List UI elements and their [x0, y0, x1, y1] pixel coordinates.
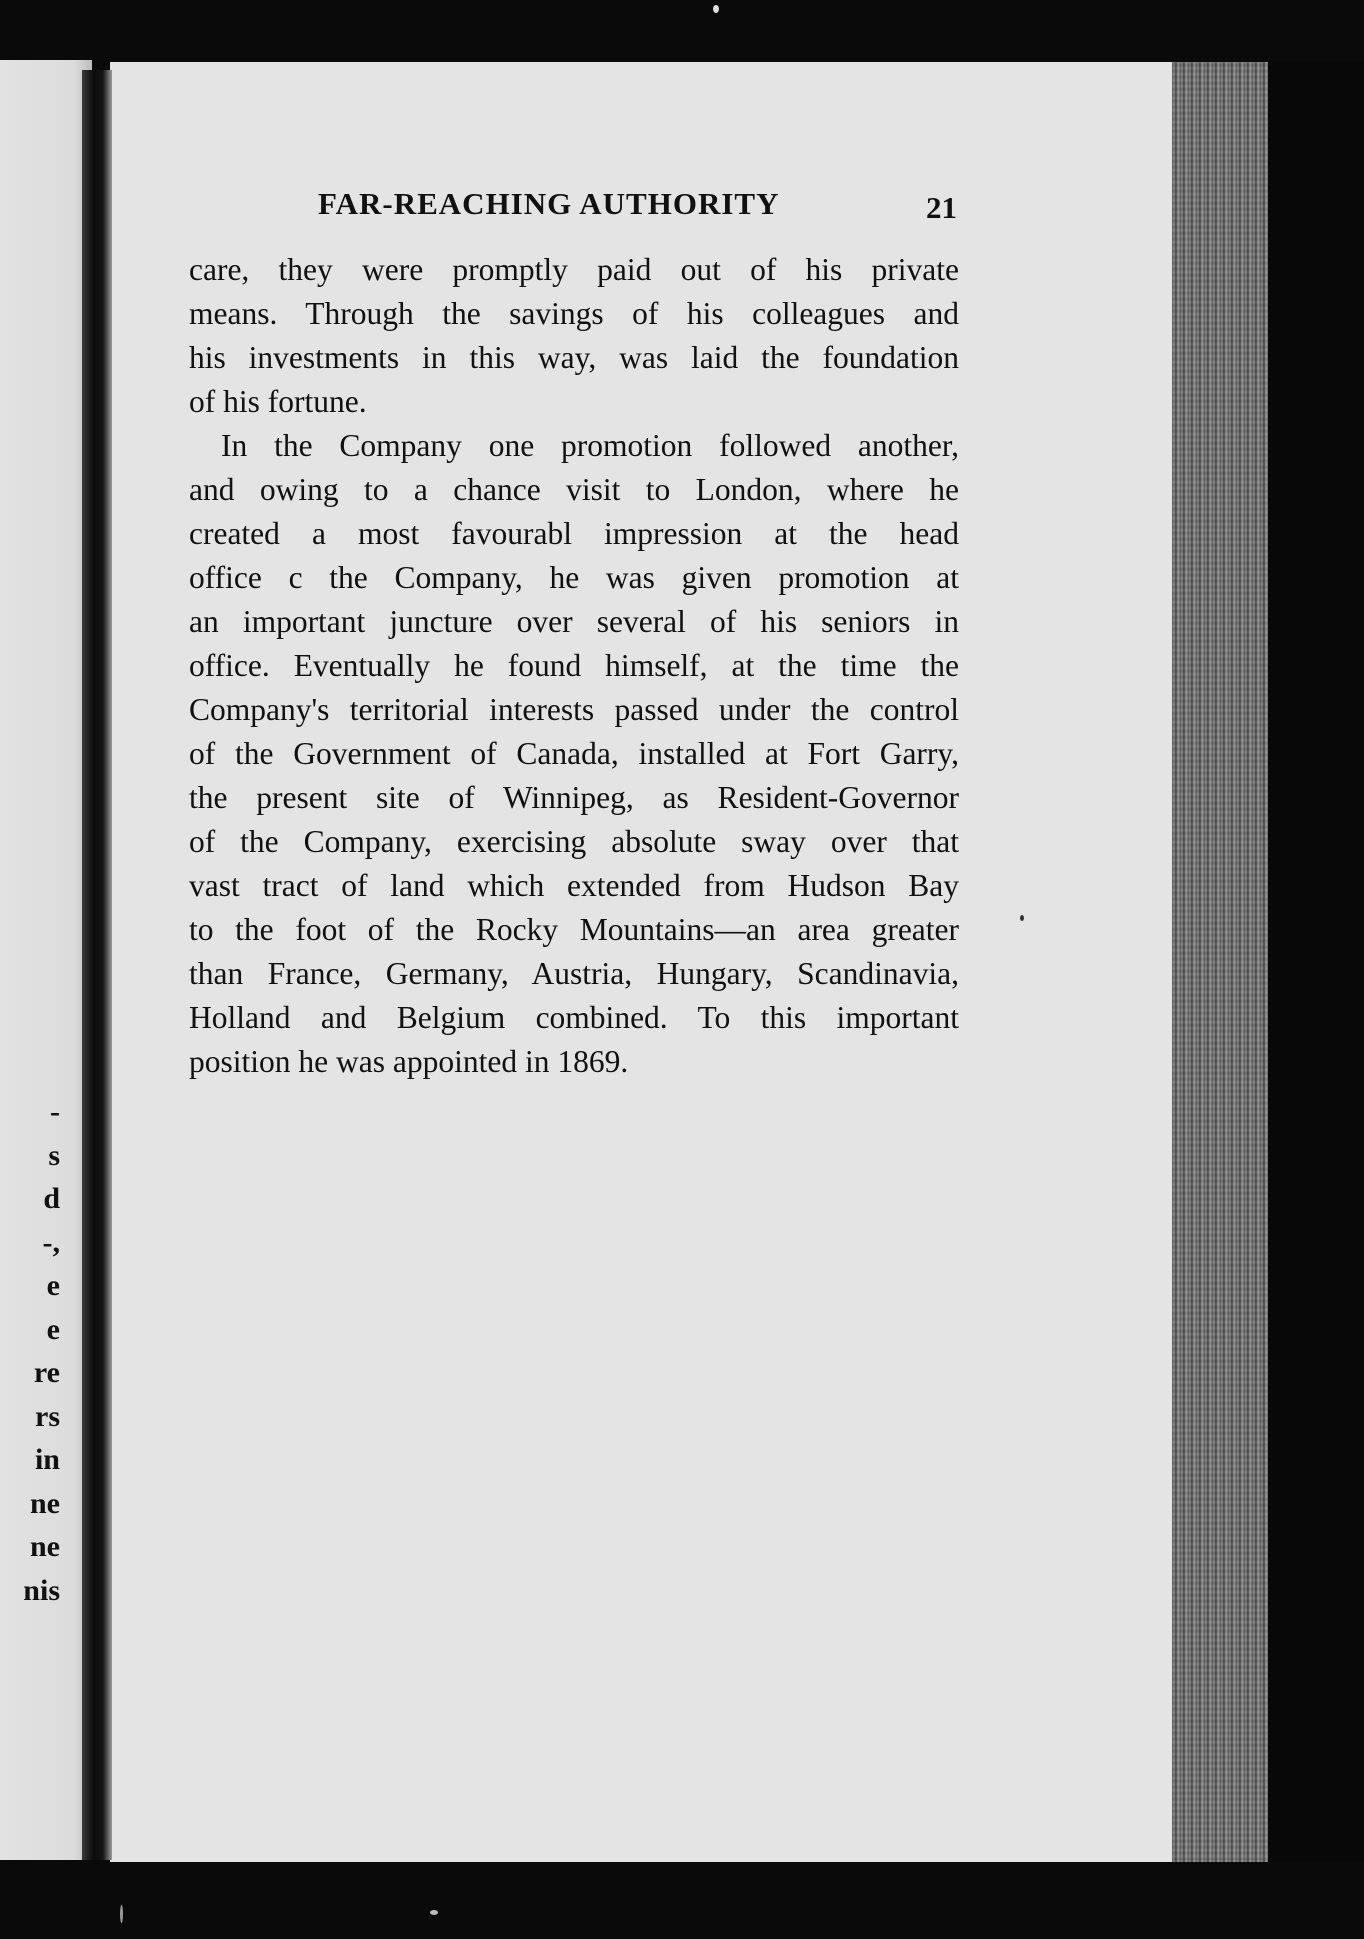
- text-line: In the Company one promotion followed another,: [221, 428, 959, 463]
- dust-speck: [1020, 915, 1024, 921]
- fragment-line: e: [46, 1269, 60, 1302]
- text-line: to the foot of the Rocky Mountains—an area greater: [189, 912, 959, 947]
- text-line: and owing to a chance visit to London, where he: [189, 472, 959, 507]
- fragment-line: rs: [35, 1399, 60, 1433]
- text-line: than France, Germany, Austria, Hungary, Scandinavia,: [189, 956, 959, 991]
- dust-speck: [120, 1905, 123, 1923]
- fragment-line: ne: [30, 1530, 60, 1563]
- text-line: care, they were promptly paid out of his private: [189, 252, 959, 287]
- paragraph: [189, 424, 959, 1084]
- fragment-line: ne: [30, 1486, 60, 1520]
- body-text: [189, 248, 959, 1084]
- fragment-line: re: [33, 1356, 60, 1389]
- paragraph: [189, 248, 959, 424]
- fragment-line: in: [34, 1443, 60, 1476]
- text-line: position he was appointed in 1869.: [189, 1044, 629, 1079]
- book-gutter-shadow: [82, 70, 112, 1860]
- text-line: of the Government of Canada, installed at Fort Garry,: [189, 736, 959, 771]
- text-line: an important juncture over several of his seniors in: [189, 604, 959, 639]
- fragment-line: -: [50, 1095, 60, 1128]
- text-line: of the Company, exercising absolute sway over that: [189, 824, 959, 859]
- fragment-line: nis: [23, 1573, 60, 1607]
- scan-background-edge: [1268, 62, 1364, 1862]
- text-line: office c the Company, he was given promotion at: [189, 560, 959, 595]
- text-line: of his fortune.: [189, 384, 367, 419]
- text-line: means. Through the savings of his colleagues and: [189, 296, 959, 331]
- text-line: office. Eventually he found himself, at the time the: [189, 648, 959, 683]
- fragment-line: d: [43, 1182, 60, 1215]
- dust-speck: [430, 1910, 438, 1915]
- fragment-line: -,: [42, 1225, 60, 1259]
- text-line: Holland and Belgium combined. To this important: [189, 1000, 959, 1035]
- text-line: Company's territorial interests passed under the control: [189, 692, 959, 727]
- dust-speck: [713, 5, 719, 13]
- fragment-line: s: [48, 1138, 60, 1172]
- previous-page-edge: [0, 60, 92, 1860]
- fragment-line: e: [46, 1312, 60, 1346]
- text-line: created a most favourabl impression at the head: [189, 516, 959, 551]
- text-line: his investments in this way, was laid the foundation: [189, 340, 959, 375]
- text-line: vast tract of land which extended from Hudson Bay: [189, 868, 959, 903]
- page-stack-edge: [1172, 62, 1274, 1862]
- running-head: FAR-REACHING AUTHORITY: [318, 186, 780, 221]
- previous-page-text-fragments: [0, 1090, 60, 1612]
- page-number: 21: [926, 190, 957, 225]
- text-line: the present site of Winnipeg, as Resident-Governor: [189, 780, 959, 815]
